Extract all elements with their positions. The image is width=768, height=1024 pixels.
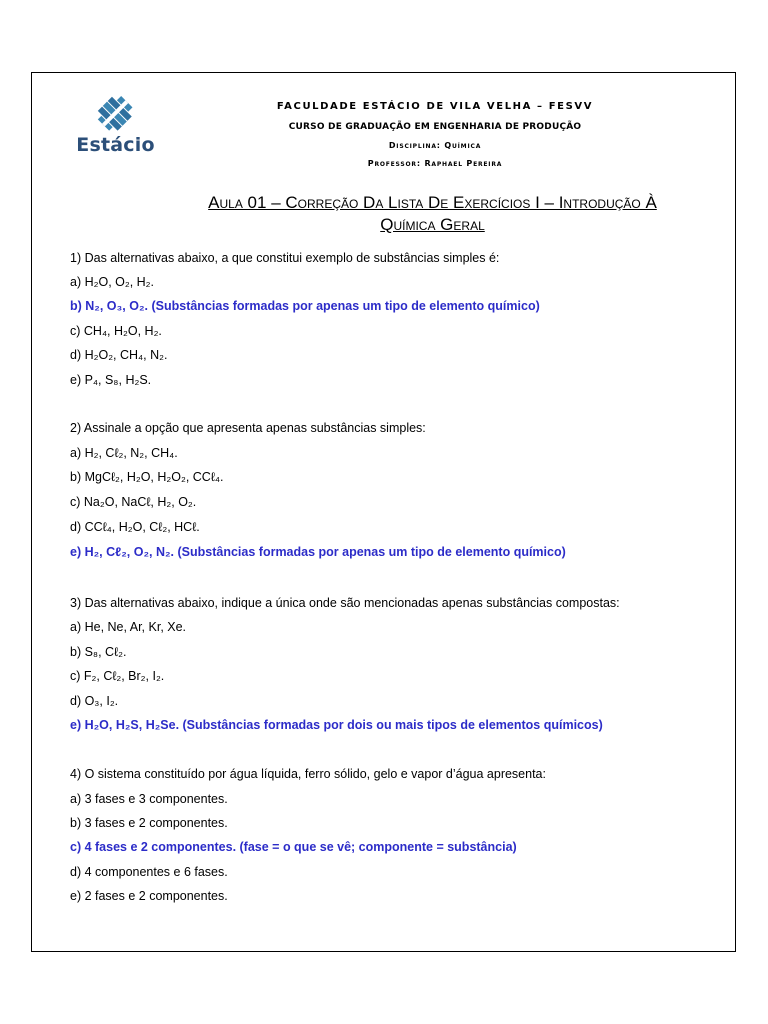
title-line-2: Química Geral — [380, 215, 485, 234]
correct-answer: c) 4 fases e 2 componentes. (fase = o que se vê; componente = substância) — [70, 840, 517, 854]
option-item: d) CCℓ₄, H₂O, Cℓ₂, HCℓ. — [70, 520, 200, 534]
title-line-1: Aula 01 – Correção Da Lista De Exercícios I – Introdução À — [208, 193, 657, 212]
estacio-logo — [73, 92, 158, 167]
option-item: c) F₂, Cℓ₂, Br₂, I₂. — [70, 669, 165, 683]
page-title — [150, 192, 715, 236]
question-prompt: 3) Das alternativas abaixo, indique a única onde são mencionadas apenas substâncias compostas: — [70, 596, 620, 610]
option-item: e) 2 fases e 2 componentes. — [70, 889, 228, 903]
option-item: a) H₂, Cℓ₂, N₂, CH₄. — [70, 446, 178, 460]
logo-wordmark: Estácio — [76, 134, 155, 156]
question-prompt: 1) Das alternativas abaixo, a que constitui exemplo de substâncias simples é: — [70, 251, 500, 265]
option-item: a) He, Ne, Ar, Kr, Xe. — [70, 620, 187, 634]
option-item: a) H₂O, O₂, H₂. — [70, 275, 155, 289]
question-prompt: 2) Assinale a opção que apresenta apenas substâncias simples: — [70, 421, 426, 435]
course-name: CURSO DE GRADUAÇÃO EM ENGENHARIA DE PRODUÇÃO — [288, 122, 582, 132]
option-item: a) 3 fases e 3 componentes. — [70, 792, 228, 806]
correct-answer: b) N₂, O₃, O₂. (Substâncias formadas por apenas um tipo de elemento químico) — [70, 299, 540, 313]
option-item: c) Na₂O, NaCℓ, H₂, O₂. — [70, 495, 197, 509]
correct-answer: e) H₂, Cℓ₂, O₂, N₂. (Substâncias formadas por apenas um tipo de elemento químico) — [70, 545, 566, 559]
discipline-line: Disciplina: Química — [388, 141, 482, 150]
option-item: e) P₄, S₈, H₂S. — [70, 373, 152, 387]
option-item: d) O₃, I₂. — [70, 694, 119, 708]
institution-name: FACULDADE ESTÁCIO DE VILA VELHA – FESVV — [276, 101, 594, 112]
option-item: b) 3 fases e 2 componentes. — [70, 816, 228, 830]
option-item: d) 4 componentes e 6 fases. — [70, 865, 228, 879]
option-item: b) S₈, Cℓ₂. — [70, 645, 127, 659]
professor-line: Professor: Raphael Pereira — [367, 159, 503, 168]
option-item: c) CH₄, H₂O, H₂. — [70, 324, 162, 338]
logo-icon — [73, 92, 158, 134]
correct-answer: e) H₂O, H₂S, H₂Se. (Substâncias formadas por dois ou mais tipos de elementos químicos) — [70, 718, 603, 732]
option-item: b) MgCℓ₂, H₂O, H₂O₂, CCℓ₄. — [70, 470, 224, 484]
question-prompt: 4) O sistema constituído por água líquida, ferro sólido, gelo e vapor d’água apresenta: — [70, 767, 546, 781]
option-item: d) H₂O₂, CH₄, N₂. — [70, 348, 168, 362]
